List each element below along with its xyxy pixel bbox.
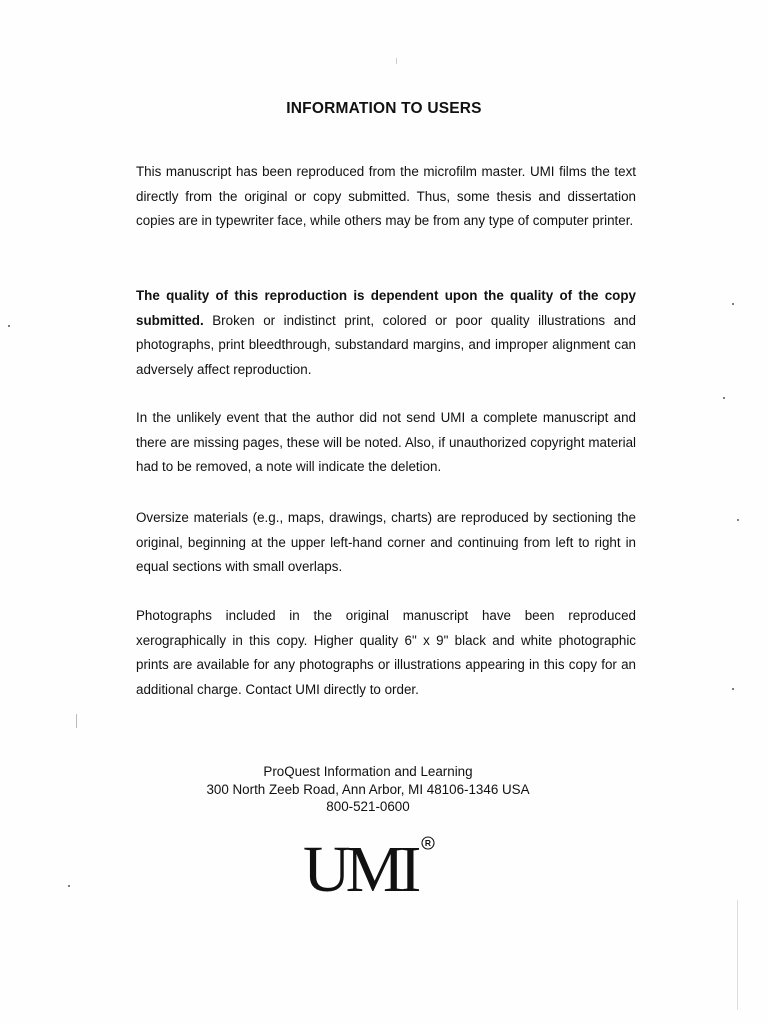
- scan-speck: [723, 397, 725, 399]
- paragraph-text: Photographs included in the original manuscript have been reproduced xerographically in this copy. Higher quality 6" x 9" black and white photographic prints are available for any photographs or illustrations appearing in this copy for an additional charge. Contact UMI directly to order.: [136, 608, 636, 697]
- scan-speck: [737, 900, 738, 1010]
- scan-speck: [737, 519, 739, 521]
- paragraph-text: In the unlikely event that the author did not send UMI a complete manuscript and there are missing pages, these will be noted. Also, if unauthorized copyright material had to be removed, a note will indicate the deletion.: [136, 410, 636, 474]
- paragraph-photographs-note: [136, 604, 636, 702]
- paragraph-missing-pages-note: [136, 406, 636, 480]
- publisher-address: [0, 763, 736, 816]
- publisher-name: ProQuest Information and Learning: [263, 764, 473, 779]
- publisher-phone: 800-521-0600: [326, 799, 410, 814]
- page-title: INFORMATION TO USERS: [286, 100, 482, 117]
- paragraph-text: Broken or indistinct print, colored or poor quality illustrations and photographs, print bleedthrough, substandard margins, and improper alignment can adversely affect reproduction.: [136, 312, 636, 377]
- publisher-street: 300 North Zeeb Road, Ann Arbor, MI 48106-1346 USA: [206, 781, 530, 797]
- paragraph-text: Oversize materials (e.g., maps, drawings, charts) are reproduced by sectioning the original, beginning at the upper left-hand corner and continuing from left to right in equal sections with small overlaps.: [136, 510, 636, 574]
- paragraph-bold-lead: The quality of this reproduction is dependent upon the quality of the copy submitted.: [136, 288, 636, 328]
- registered-trademark-icon: [421, 836, 435, 850]
- scan-speck: [732, 303, 734, 305]
- umi-logo: [303, 830, 443, 910]
- paragraph-reproduction-note: [136, 160, 636, 234]
- scan-speck: [68, 885, 70, 887]
- paragraph-text: This manuscript has been reproduced from the microfilm master. UMI films the text directly from the original or copy submitted. Thus, some thesis and dissertation copies are in typewriter face, while others may be from any type of computer printer.: [136, 164, 636, 228]
- umi-logo-text: UMI: [303, 833, 417, 906]
- svg-text:R: R: [424, 838, 432, 849]
- paragraph-oversize-note: [136, 506, 636, 580]
- scan-speck: [76, 714, 77, 728]
- scan-speck: [732, 688, 734, 690]
- paragraph-quality-note: [136, 284, 636, 382]
- scan-speck: [8, 325, 10, 327]
- scan-speck: [396, 58, 397, 64]
